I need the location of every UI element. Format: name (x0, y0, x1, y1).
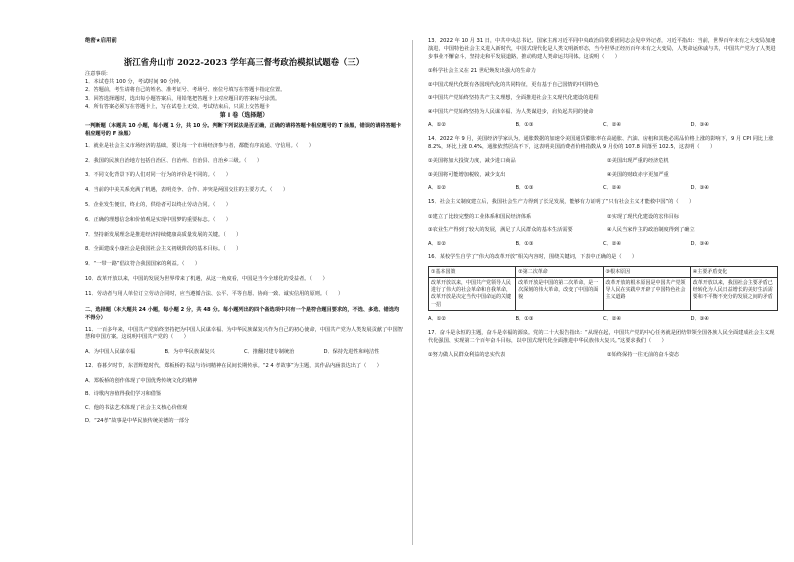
judgment-item: 2．我国的民族自治地方包括自治区、自治州、自治县、自治乡三级。（ ） (85, 157, 263, 164)
question-13-stem: 13．2022 年 10 月 31 日，中共中央总书记、国家主席习近平同中央政治局常委团同志会见中外记者，习近平指出：当前，世界百年未有之大变局加速演进，中国特色社会主义进入新时代，中国式现代化是人类文明新形态，当今世界正经历百年未有之大变局，人类命运休戚与共，中国共产党为了人类进步事业不懈奋斗，坚持走和平发展道路，推动构建人类命运共同体。这说明（ ） (428, 38, 776, 60)
option-c[interactable]: C．他的书法艺术体现了社会主义核心价值观 (85, 404, 188, 411)
judgment-item: 4．当前的中美关系充满了机遇，表明竞争、合作、冲突是两国交往的主要方式。（ ） (85, 187, 289, 194)
option-a[interactable]: A．郑板桥的创作体现了中国优秀传统文化的精神 (85, 377, 198, 384)
judgment-item: 3．不同文化背景下的人们对同一行为的评价是不同的。（ ） (85, 172, 231, 179)
question-17-statements (428, 352, 778, 359)
option-c[interactable]: C．②④ (603, 240, 622, 247)
judgment-item: 11．劳动者与用人单位订立劳动合同时，应当遵循合法、公平、平等自愿、协商一致、诚实信用的原则。（ ） (85, 290, 344, 297)
option-d[interactable]: D．③④ (690, 122, 709, 129)
table-header-cell: ①基本国策 (429, 267, 516, 278)
table-row (429, 278, 778, 311)
statement-item: ②始终保持一往无前的奋斗姿态 (607, 352, 680, 359)
question-14-options (428, 185, 778, 192)
table-header-cell: ④主要矛盾变化 (690, 267, 777, 278)
sealed-label: 绝密★启用前 (85, 38, 117, 44)
judgment-item: 5．企业发生便宜，终止的，供给者可以终止劳动合同。（ ） (85, 201, 231, 208)
statement-item: ①美国将加大投资力度，减少进口商品 (428, 158, 516, 165)
option-d[interactable]: D．保持先进性和纯洁性 (323, 349, 380, 356)
exam-title: 浙江省舟山市 2022-2023 学年高三督考政治模拟试题卷（三） (123, 56, 365, 67)
question-13-options (428, 122, 778, 129)
question-11-stem: 11．一百多年来，中国共产党始终坚持把为中国人民谋幸福、为中华民族谋复兴作为自己的初心使命，中国共产党为人类发展贡献了中国智慧和中国方案。这说明中国共产党的（ ） (85, 326, 403, 341)
statement-item: ②美国出现严重的经济危机 (607, 158, 669, 165)
volume-title: 第 I 卷（选择题） (219, 112, 269, 120)
question-16-table (428, 266, 778, 311)
option-b[interactable]: B．①③ (515, 240, 534, 247)
option-d[interactable]: D．③④ (690, 185, 709, 192)
table-header-row (429, 267, 778, 278)
option-c[interactable]: C．②④ (603, 185, 622, 192)
statement-item: ①建立了比较完整的工业体系和国民经济体系 (428, 213, 532, 220)
note-line: 3．回答选择题时，选出每小题答案后，用铅笔把答题卡上对应题目的答案标号涂黑。 (85, 95, 281, 102)
statement-item: ②实现了现代化建设的宏伟目标 (607, 213, 680, 220)
table-cell: 改革开放以来，中国共产党领导人民进行了伟大的社会革命和自我革命，改革开放是决定当代中国命运的关键一招 (429, 278, 516, 311)
table-cell: 改革开放以来，我国社会主要矛盾已经转化为人民日益增长的美好生活需要和不平衡不充分的发展之间的矛盾 (690, 278, 777, 311)
table-cell: 改革开放是中国的第二次革命，是一次深刻的伟大革命，改变了中国的面貌 (516, 278, 603, 311)
judgment-item: 7．坚持新发展理念是推进经济持续健康高质量发展的关键。（ ） (85, 231, 242, 238)
question-12-stem: 12．春暮夕时节，东晋辉煌时代，郑板桥的书法与诗词精神在民间长期传承。“2 4 孝故事”为主题，其作品内涵表达出了（ ） (85, 362, 382, 369)
statement-item: ④中国共产党始终坚持为人民谋幸福、为人类谋进步，肩负起共同的使命 (428, 108, 594, 115)
table-cell: 改革开放的根本原因是中国共产党领导人民在实践中开辟了中国特色社会主义道路 (603, 278, 690, 311)
statement-item: ①科学社会主义在 21 世纪焕发出强大的生命力 (428, 68, 536, 75)
option-b[interactable]: B．①③ (515, 185, 534, 192)
option-c[interactable]: C．②④ (603, 316, 622, 323)
left-column (85, 38, 403, 432)
section2-heading: 二、选择题（本大题共 24 小题，每小题 2 分，共 48 分。每小题列出的四个备选项中只有一个是符合题目要求的，不选、多选、错选均不得分） (85, 306, 400, 321)
right-column (428, 38, 778, 366)
option-d[interactable]: D．③④ (690, 240, 709, 247)
question-14-stem: 14．2022 年 9 月，美国经济学家认为，通胀数据的加速令美国通货膨胀率在高通胀、汽油、房租和其他必需品价格上涨的影响下，9 月 CPI 同比上涨 8.2%，环比上涨 0.4%，通胀依然居高不下，这表明美国消费者价格指数从 9 月份的 107.8 回落至 102.5，这表明（ ） (428, 135, 774, 150)
question-16-options (428, 316, 778, 323)
question-17-stem: 17．奋斗是永恒的主题，奋斗是幸福的源泉。党的二十大报告指出：“从现在起，中国共产党的中心任务就是团结带领全国各族人民全面建成社会主义现代化强国、实现第二个百年奋斗目标，以中国式现代化全面推进中华民族伟大复兴。”这要求我们（ ） (428, 329, 775, 344)
section1-heading: 一判断题（本题共 10 小题，每小题 1 分，共 10 分。判断下列说法是否正确，正确的请将答题卡相应题号的 T 涂黑，错误的请将答题卡相应题号的 F 涂黑） (85, 122, 402, 137)
statement-item: ③中国共产党始终坚持共产主义理想，全面推进社会主义现代化建设的进程 (428, 95, 599, 102)
statement-item: ①努力做人民群众利益的忠实代表 (428, 352, 506, 359)
option-d[interactable]: D．“24孝”故事是中华民族传统美德的一部分 (85, 418, 190, 425)
column-divider (412, 40, 413, 545)
table-header-cell: ②第二次革命 (516, 267, 603, 278)
question-16-stem: 16．某校学生自学了“伟大的改革开放”相关内容时，围绕关键词，下表中正确的是（ ） (428, 254, 638, 261)
judgment-item: 10．改革开放以来，中国的发展为世界带来了机遇，从这一角度看，中国是当今全球化的受益者。（ ） (85, 275, 328, 282)
question-15-options (428, 241, 778, 248)
note-line: 1．本试卷共 100 分，考试时间 90 分钟。 (85, 79, 185, 86)
statement-item: ③美国将可能增加税收，减少支出 (428, 171, 506, 178)
note-line: 4．所有答案必须写在答题卡上，写在试卷上无效，考试结束后，只需上交答题卡 (85, 103, 270, 110)
statement-item: ②中国式现代化既有各国现代化的共同特征，更有基于自己国情的中国特色 (428, 81, 599, 88)
judgment-item: 6．正确的理想信念和价值观是实现中国梦的重要标志。（ ） (85, 216, 231, 223)
question-15-stem: 15．社会主义制度建立后，我国社会生产力得到了长足发展，能够有力证明了“只有社会主义才能救中国”的（ ） (428, 198, 695, 205)
question-15-statements (428, 214, 778, 234)
option-a[interactable]: A．①② (428, 316, 447, 323)
judgment-item: 1．就业是社会主义市场经济的基础，要让每一个市场经济参与者，都能有序流通、守信用。（ ） (85, 142, 314, 149)
option-b[interactable]: B．①③ (515, 316, 534, 323)
option-a[interactable]: A．为中国人民谋幸福 (85, 349, 136, 356)
notes (85, 71, 403, 110)
option-a[interactable]: A．①② (428, 185, 447, 192)
option-b[interactable]: B．为中华民族谋复兴 (164, 349, 215, 356)
note-line: 注意事项： (85, 71, 111, 78)
option-c[interactable]: C．推翻封建专制统治 (244, 349, 295, 356)
note-line: 2．答题前，考生请将自己的姓名、准考证号、考场号、座位号填写在答题卡指定位置。 (85, 87, 286, 94)
judgment-list (85, 143, 403, 299)
statement-item: ④人民当家作主的政治制度得到了确立 (607, 227, 695, 234)
table-header-cell: ③根本原因 (603, 267, 690, 278)
option-a[interactable]: A．①② (428, 240, 447, 247)
question-14-statements (428, 158, 778, 178)
judgment-item: 8．全面建成小康社会是我国社会主义初级阶段的基本目标。（ ） (85, 246, 242, 253)
option-c[interactable]: C．②④ (603, 122, 622, 129)
statement-item: ③农业生产得到了较大的发展，满足了人民群众的基本生活需要 (428, 227, 573, 234)
option-a[interactable]: A．①② (428, 122, 447, 129)
statement-item: ④美国的财政赤字更加严重 (607, 171, 669, 178)
option-b[interactable]: B．①③ (515, 122, 534, 129)
option-d[interactable]: D．③④ (690, 316, 709, 323)
judgment-item: 9．“一带一路”倡议符合我国国家的利益。（ ） (85, 261, 201, 268)
option-b[interactable]: B．诗歌内容值得我们学习和借鉴 (85, 391, 162, 398)
question-11-options (85, 349, 403, 356)
